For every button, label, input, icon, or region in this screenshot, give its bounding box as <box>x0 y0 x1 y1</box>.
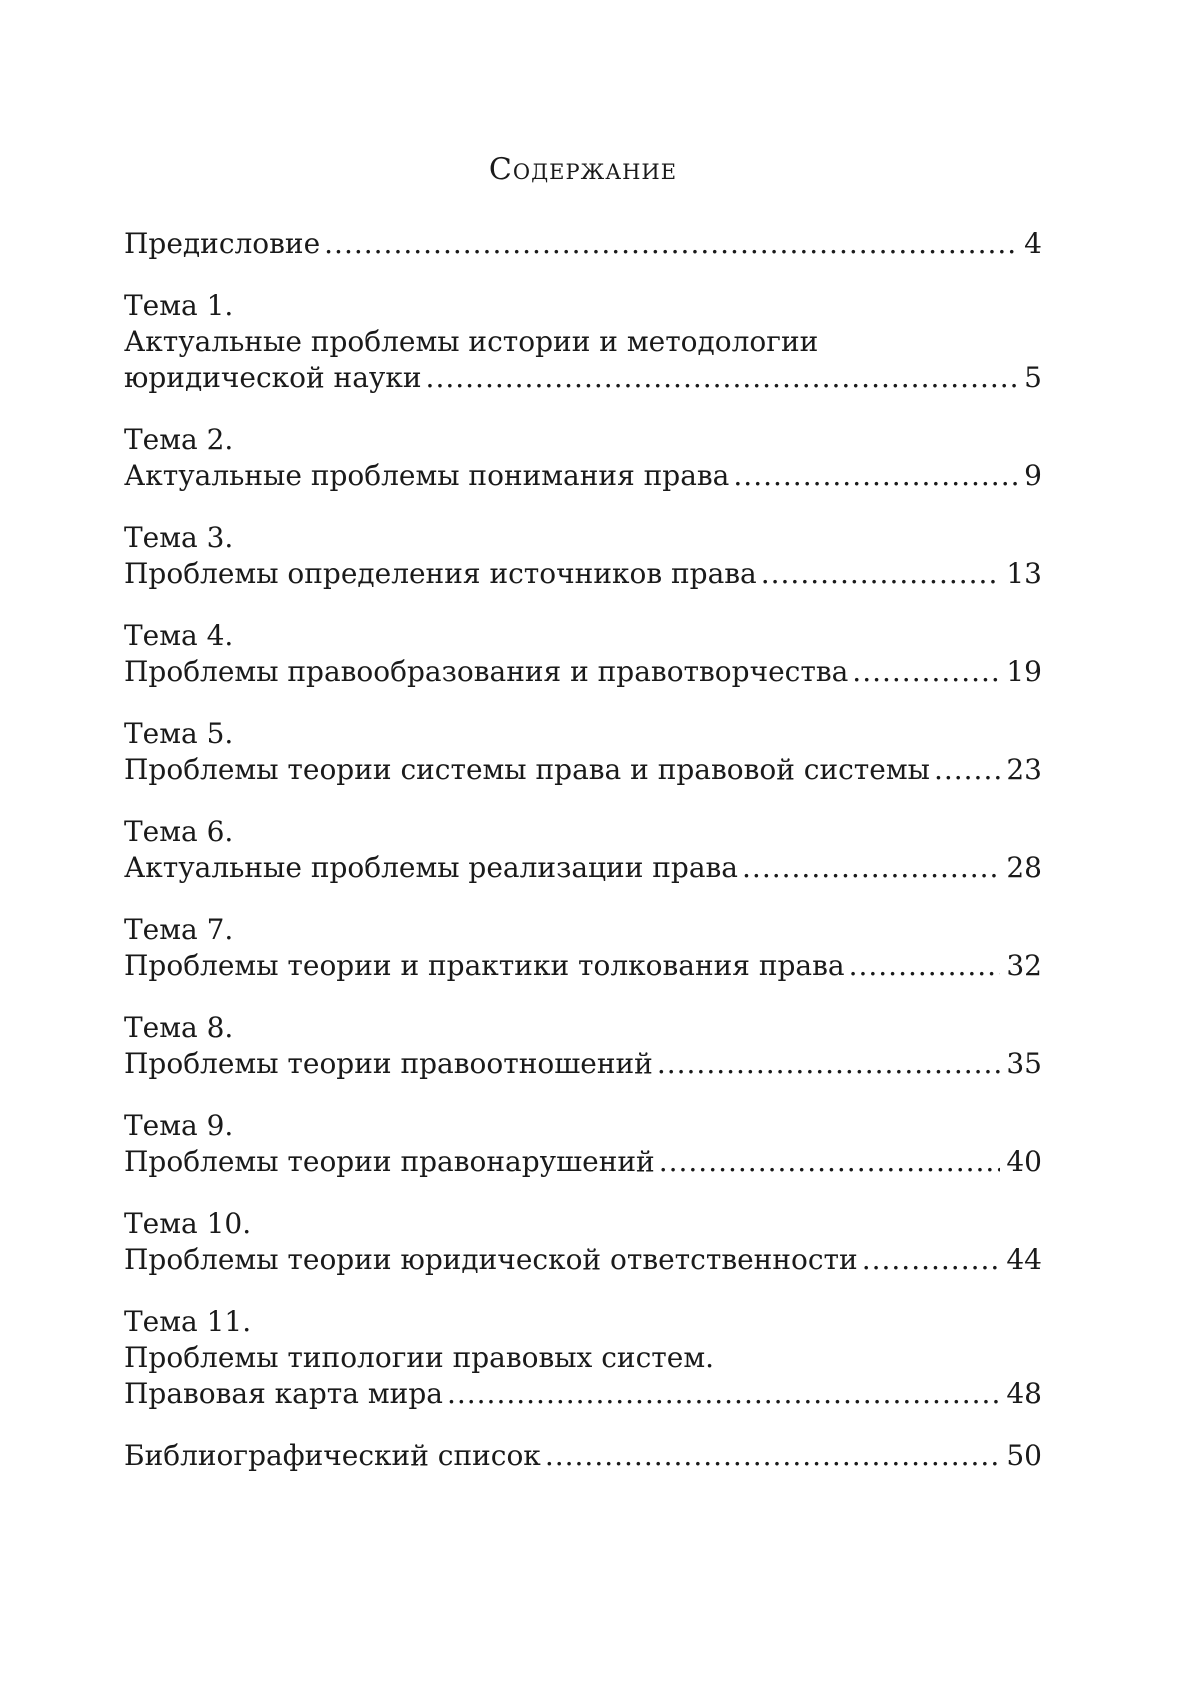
toc-entry-topic-5 <box>124 716 1042 788</box>
dot-leader <box>934 752 1000 788</box>
toc-line[interactable] <box>124 948 1042 984</box>
toc-page-number: 4 <box>1024 227 1042 260</box>
toc-page-number: 13 <box>1006 557 1042 590</box>
dot-leader <box>733 458 1018 494</box>
toc-entry-title: Библиографический список <box>124 1439 541 1472</box>
toc-page-number: 23 <box>1006 753 1042 786</box>
toc-line[interactable] <box>124 1242 1042 1278</box>
toc-entry-topic-9 <box>124 1108 1042 1180</box>
toc-entry-preface <box>124 226 1042 262</box>
toc-page-number: 19 <box>1006 655 1042 688</box>
toc-topic-heading: Тема 10. <box>124 1207 252 1240</box>
dot-leader <box>426 360 1019 396</box>
toc-page-number: 44 <box>1006 1243 1042 1276</box>
toc-line[interactable] <box>124 1144 1042 1180</box>
toc-topic-heading: Тема 5. <box>124 717 234 750</box>
toc-entry-title: Актуальные проблемы реализации права <box>124 851 739 884</box>
toc-entry-topic-11 <box>124 1304 1042 1412</box>
toc-line[interactable] <box>124 556 1042 592</box>
toc-page-number: 50 <box>1006 1439 1042 1472</box>
dot-leader <box>862 1242 1001 1278</box>
dot-leader <box>545 1438 1001 1474</box>
toc-page-number: 9 <box>1024 459 1042 492</box>
toc-line[interactable] <box>124 752 1042 788</box>
toc-entry-bibliography <box>124 1438 1042 1474</box>
toc-topic-heading: Тема 2. <box>124 423 234 456</box>
dot-leader <box>742 850 1000 886</box>
toc-entry-topic-3 <box>124 520 1042 592</box>
toc-page-number: 48 <box>1006 1377 1042 1410</box>
toc-line[interactable] <box>124 654 1042 690</box>
toc-line[interactable] <box>124 458 1042 494</box>
toc-page <box>124 150 1042 1500</box>
toc-entry-title: Проблемы правообразования и правотворчества <box>124 655 849 688</box>
toc-line[interactable] <box>124 1046 1042 1082</box>
dot-leader <box>324 226 1018 262</box>
page-title: Содержание <box>488 152 678 187</box>
toc-entry-title: Проблемы теории правонарушений <box>124 1145 655 1178</box>
toc-entry-title: Проблемы определения источников права <box>124 557 757 590</box>
toc-line[interactable] <box>124 850 1042 886</box>
toc-entry-title: Предисловие <box>124 227 321 260</box>
toc-topic-heading: Тема 6. <box>124 815 234 848</box>
dot-leader <box>852 654 1000 690</box>
toc-topic-heading: Тема 4. <box>124 619 234 652</box>
toc-entry-topic-4 <box>124 618 1042 690</box>
dot-leader <box>657 1046 1001 1082</box>
toc-line[interactable] <box>124 1376 1042 1412</box>
toc-entry-title: Проблемы теории юридической ответственности <box>124 1243 858 1276</box>
toc-entry-title: юридической науки <box>124 361 422 394</box>
toc-entry-title-line: Актуальные проблемы истории и методологии <box>124 325 819 358</box>
toc-entry-topic-1 <box>124 288 1042 396</box>
dot-leader <box>761 556 1001 592</box>
toc-entry-topic-7 <box>124 912 1042 984</box>
toc-entry-topic-8 <box>124 1010 1042 1082</box>
toc-entry-topic-10 <box>124 1206 1042 1278</box>
toc-topic-heading: Тема 9. <box>124 1109 234 1142</box>
toc-topic-heading: Тема 8. <box>124 1011 234 1044</box>
toc-entry-title-line: Проблемы типологии правовых систем. <box>124 1341 714 1374</box>
toc-entry-title: Проблемы теории и практики толкования права <box>124 949 845 982</box>
toc-line[interactable] <box>124 360 1042 396</box>
toc-line[interactable] <box>124 1438 1042 1474</box>
toc-line[interactable] <box>124 226 1042 262</box>
dot-leader <box>849 948 1001 984</box>
toc-entry-title: Проблемы теории системы права и правовой системы <box>124 753 930 786</box>
dot-leader <box>659 1144 1001 1180</box>
toc-topic-heading: Тема 3. <box>124 521 234 554</box>
toc-entry-title: Правовая карта мира <box>124 1377 443 1410</box>
toc-entry-title: Актуальные проблемы понимания права <box>124 459 730 492</box>
toc-page-number: 35 <box>1006 1047 1042 1080</box>
toc-entry-topic-2 <box>124 422 1042 494</box>
toc-page-number: 5 <box>1024 361 1042 394</box>
dot-leader <box>447 1376 1000 1412</box>
toc-entry-title: Проблемы теории правоотношений <box>124 1047 653 1080</box>
toc-page-number: 40 <box>1006 1145 1042 1178</box>
toc-entry-topic-6 <box>124 814 1042 886</box>
toc-page-number: 32 <box>1006 949 1042 982</box>
toc-topic-heading: Тема 1. <box>124 289 234 322</box>
toc-page-number: 28 <box>1006 851 1042 884</box>
toc-topic-heading: Тема 11. <box>124 1305 252 1338</box>
toc-topic-heading: Тема 7. <box>124 913 234 946</box>
